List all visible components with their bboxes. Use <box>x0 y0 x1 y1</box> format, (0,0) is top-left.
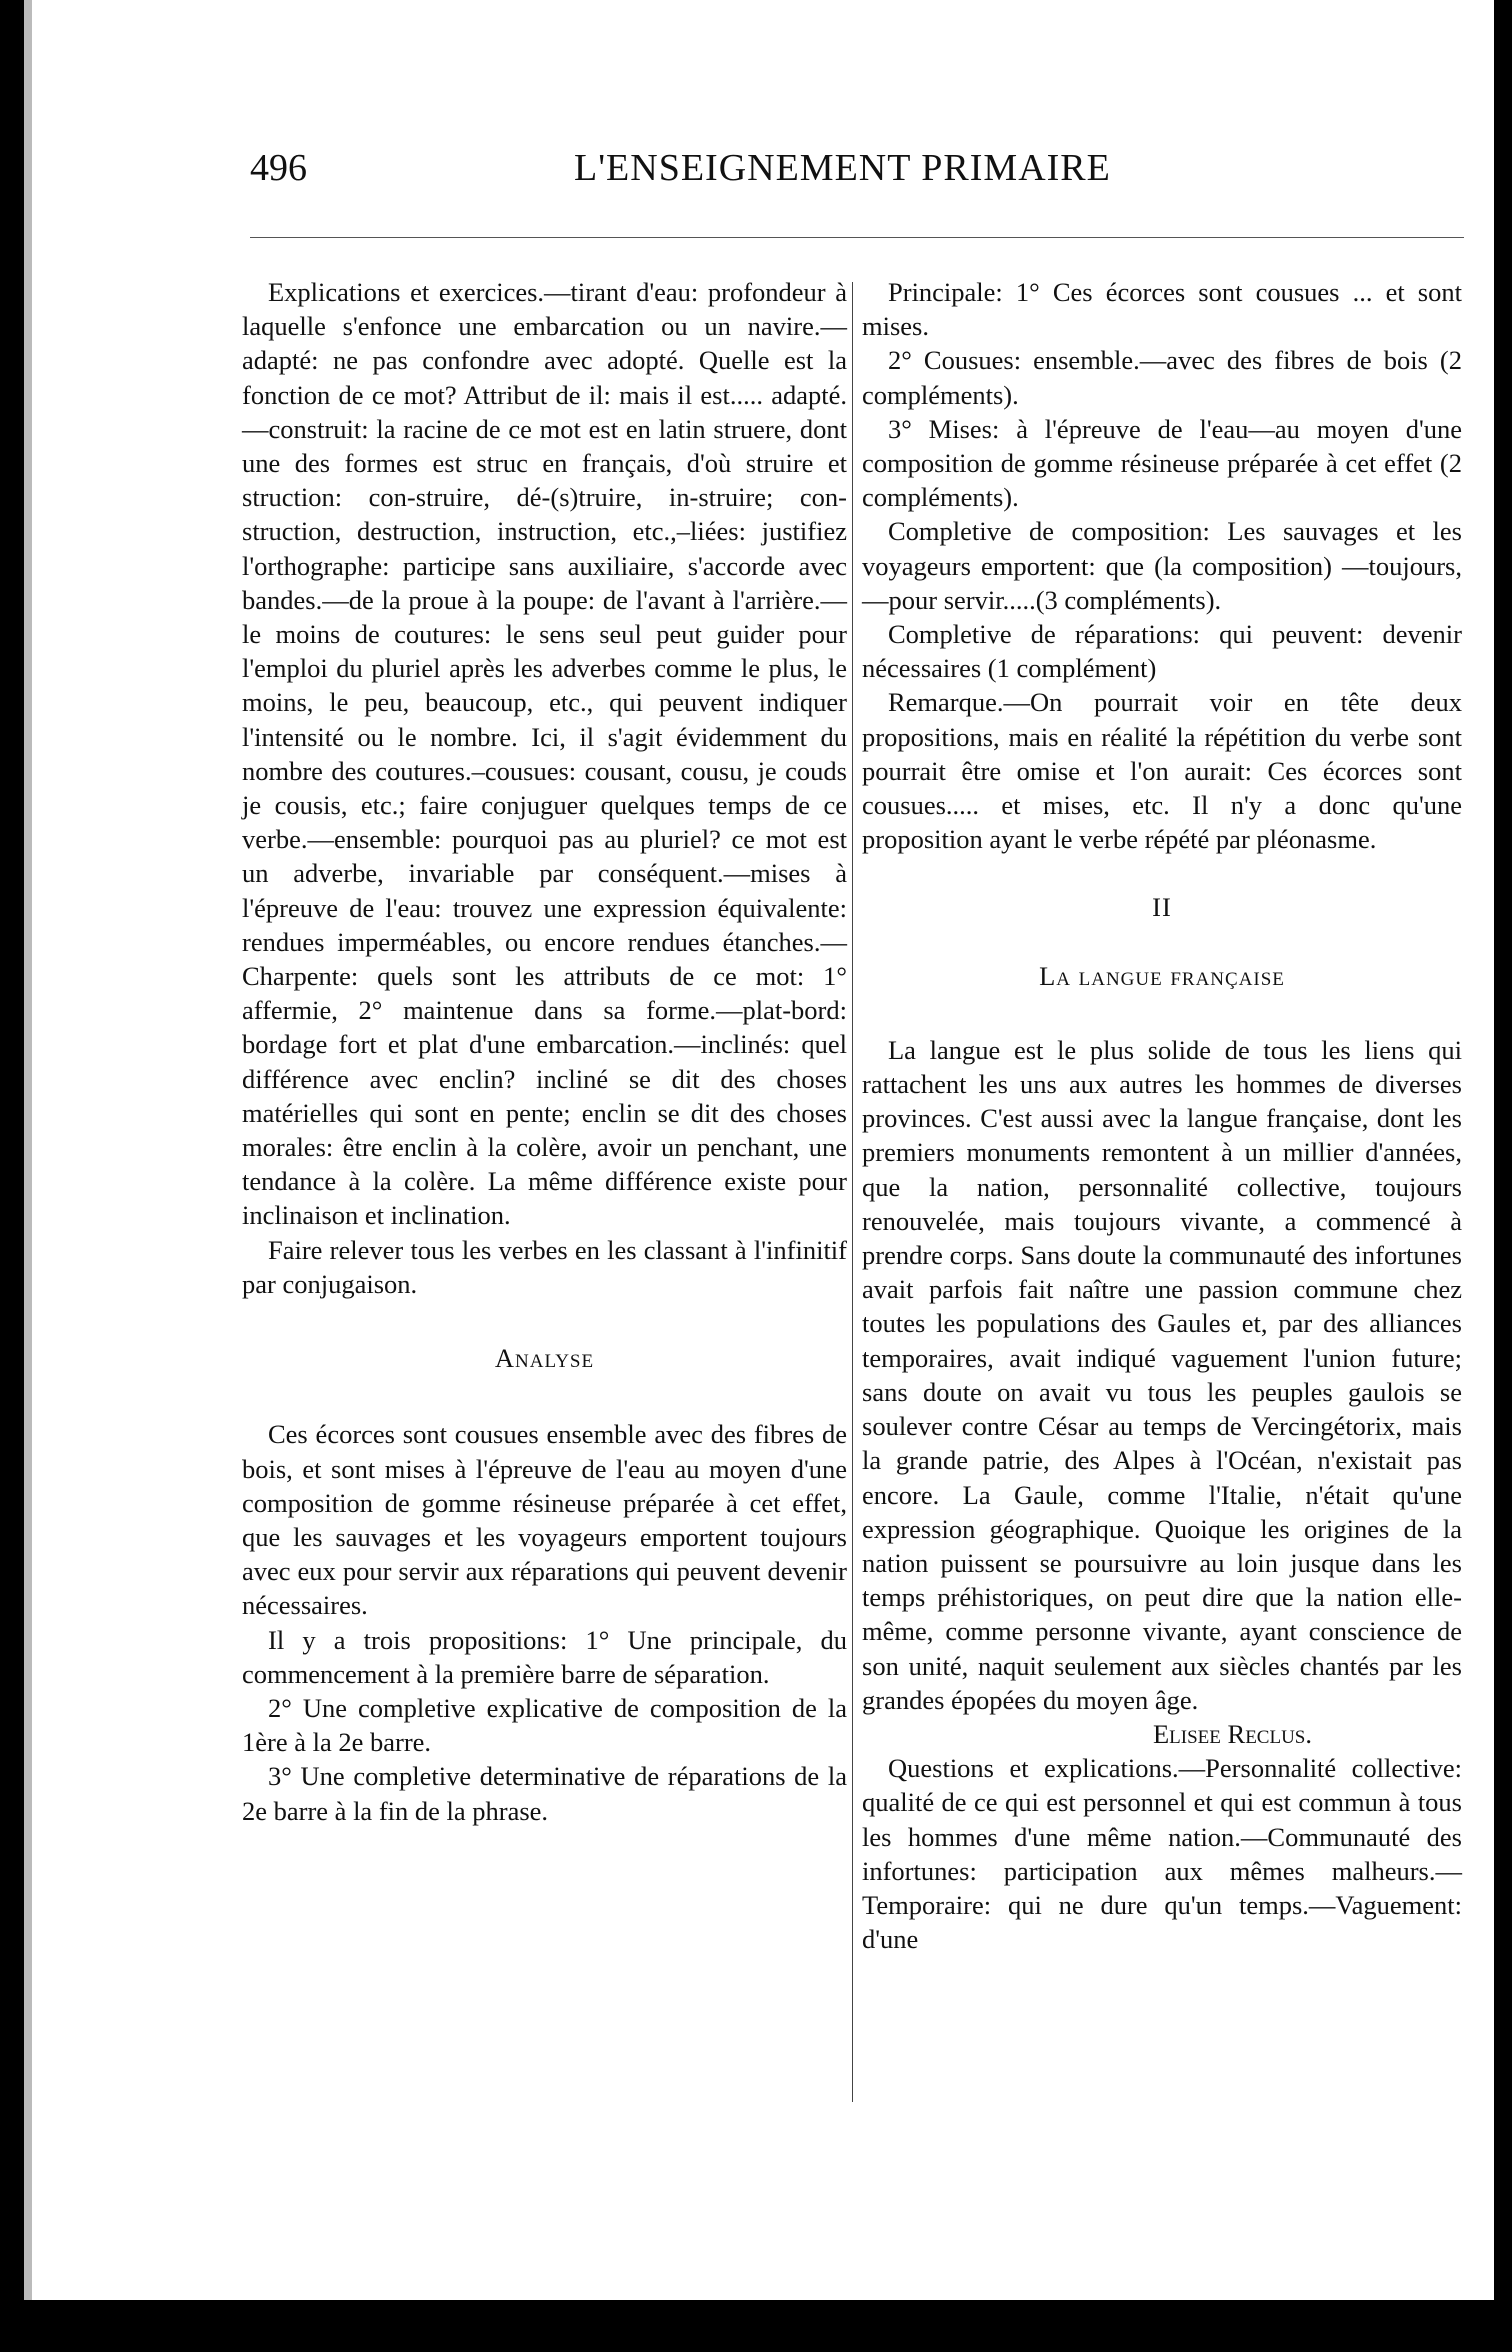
left-column <box>242 275 847 1828</box>
cousues-paragraph: 2° Cousues: ensemble.—avec des fibres de bois (2 compléments). <box>862 345 1462 410</box>
completive-composition-paragraph: Completive de composition: Les sauvages et les voyageurs emportent: que (la composition) —toujours,—pour servir.....(3 compléments). <box>862 516 1462 615</box>
right-column <box>862 275 1462 1956</box>
faire-relever-paragraph: Faire relever tous les verbes en les classant à l'infinitif par conjugaison. <box>242 1234 847 1299</box>
completive-explicative: 2° Une completive explicative de composition de la 1ère à la 2e barre. <box>242 1692 847 1758</box>
principale-paragraph: Principale: 1° Ces écorces sont cousues ... et sont mises. <box>862 277 1462 342</box>
section-title: La langue française <box>1039 960 1285 991</box>
book-page <box>24 0 1494 2300</box>
mises-paragraph: 3° Mises: à l'épreuve de l'eau—au moyen d'une composition de gomme résineuse préparée à cet effet (2 compléments). <box>862 413 1462 513</box>
page-number: 496 <box>250 147 307 189</box>
completive-reparations-paragraph: Completive de réparations: qui peuvent: devenir nécessaires (1 complément) <box>862 619 1462 684</box>
author-signature: Elisee Reclus. <box>1153 1718 1312 1749</box>
analyse-heading: Analyse <box>494 1343 595 1374</box>
running-title: L'ENSEIGNEMENT PRIMAIRE <box>574 147 1111 189</box>
analyse-text: Ces écorces sont cousues ensemble avec des fibres de bois, et sont mises à l'épreuve de l'eau au moyen d'une composition de gomme résineuse préparée à cet effet, que les sauvages et les voyageurs emportent toujours avec eux pour servir aux réparations qui peuvent devenir nécessaires. <box>242 1419 847 1621</box>
questions-paragraph: Questions et explications.—Personnalité collective: qualité de ce qui est personnel et qui est commun à tous les hommes d'une même nation.—Communauté des infortunes: participation aux mêmes malheurs.—Temporaire: qui ne dure qu'un temps.—Vaguement: d'une <box>862 1753 1462 1955</box>
section-number: II <box>1152 892 1172 923</box>
remarque-paragraph: Remarque.—On pourrait voir en tête deux propositions, mais en réalité la répétition du verbe sont pourrait être omise et l'on aurait: Ces écorces sont cousues..... et mises, etc. Il n'y a donc qu'une proposition ayant le verbe répété par pléonasme. <box>862 687 1462 855</box>
column-divider <box>852 282 853 2102</box>
header-rule <box>250 237 1464 238</box>
explications-paragraph: Explications et exercices.—tirant d'eau: profondeur à laquelle s'enfonce une embarcation ou un navire.—adapté: ne pas confondre avec adopté. Quelle est la fonction de ce mot? Attribut de il: mais il est..... adapté.—construit: la racine de ce mot est en latin struere, dont une des formes est struc en français, d'où struire et struction: con-struire, dé-(s)truire, in-struire; con-struction, destruction, instruction, etc.,–liées: justifiez l'orthographe: participe sans auxiliaire, s'accorde avec bandes.—de la proue à la poupe: de l'avant à l'arrière.—le moins de coutures: le sens seul peut guider pour l'emploi du pluriel après les adverbes comme le plus, le moins, le peu, beaucoup, etc., qui peuvent indiquer l'intensité ou le nombre. Ici, il s'agit évidemment du nombre des coutures.–cousues: cousant, cousu, je couds je cousis, etc.; faire conjuguer quelques temps de ce verbe.—ensemble: pourquoi pas au pluriel? ce mot est un adverbe, invariable par conséquent.—mises à l'épreuve de l'eau: trouvez une expression équivalente: rendues imperméables, ou encore rendues étanches.—Charpente: quels sont les attributs de ce mot: 1° affermie, 2° maintenue dans sa forme.—plat-bord: bordage fort et plat d'une embarcation.—inclinés: quel différence avec enclin? incliné se dit des choses matérielles qui sont en pente; enclin se dit des choses morales: être enclin à la colère, avoir un penchant, une tendance à la colère. La même différence existe pour inclinaison et inclination. <box>242 277 847 1231</box>
trois-propositions: Il y a trois propositions: 1° Une principale, du commencement à la première barre de séparation. <box>242 1624 847 1689</box>
completive-determinative: 3° Une completive determinative de réparations de la 2e barre à la fin de la phrase. <box>242 1761 847 1826</box>
page-gutter-shadow <box>24 0 32 2300</box>
reading-text: La langue est le plus solide de tous les liens qui rattachent les uns aux autres les hommes de diverses provinces. C'est aussi avec la langue française, dont les premiers monuments remontent à un millier d'années, que la nation, personnalité collective, toujours renouvelée, mais toujours vivante, a commencé à prendre corps. Sans doute la communauté des infortunes avait parfois fait naître une passion commune chez toutes les populations des Gaules et, par des alliances temporaires, avait indiqué vaguement l'union future; sans doute on avait vu tous les peuples gaulois se soulever contre César au temps de Vercingétorix, mais la grande patrie, des Alpes à l'Océan, n'existait pas encore. La Gaule, comme l'Italie, n'était qu'une expression géographique. Quoique les origines de la nation puissent se poursuivre au loin jusque dans les temps préhistoriques, on peut dire que la nation elle-même, comme personne vivante, ayant conscience de son unité, naquit seulement aux siècles chantés par les grandes épopées du moyen âge. <box>862 1034 1462 1715</box>
